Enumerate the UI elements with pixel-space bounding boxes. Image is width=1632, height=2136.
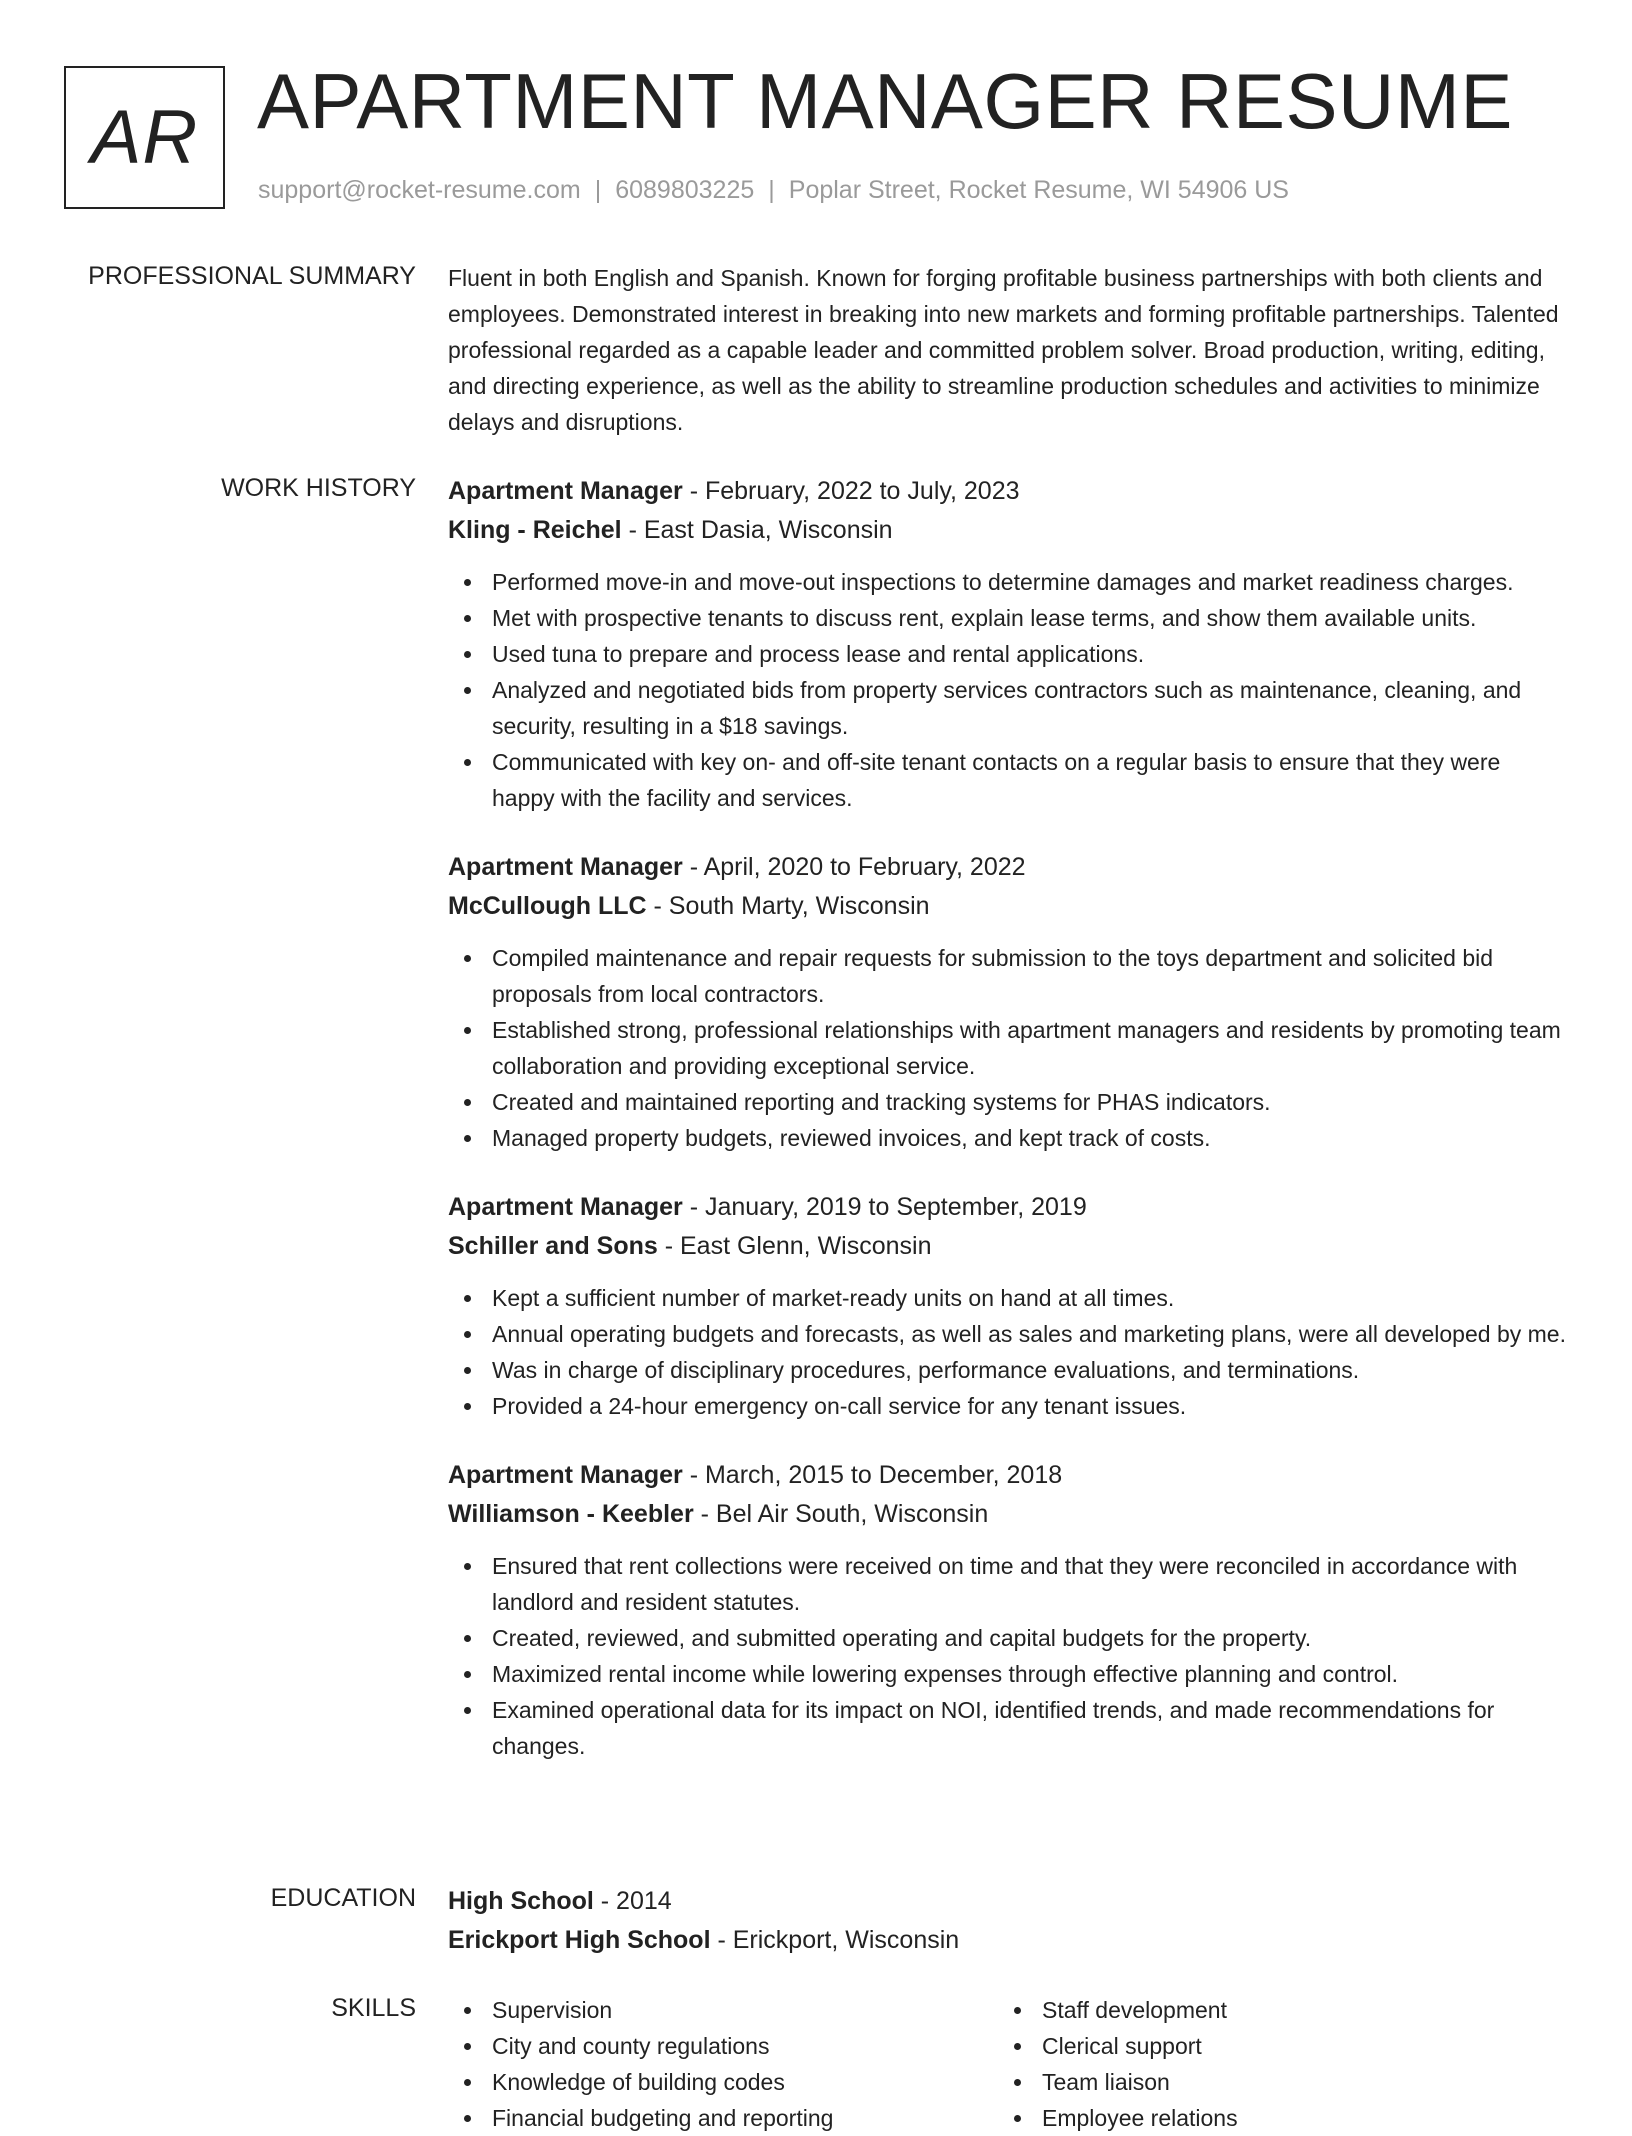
resume-title: APARTMENT MANAGER RESUME	[257, 57, 1513, 145]
job-bullet: Created, reviewed, and submitted operating and capital budgets for the property.	[448, 1620, 1568, 1656]
job-company: Schiller and Sons	[448, 1232, 658, 1260]
job-dates: - March, 2015 to December, 2018	[682, 1461, 1063, 1489]
education-body	[448, 1882, 1568, 1960]
job-dates: - April, 2020 to February, 2022	[682, 853, 1026, 881]
job-title-line	[448, 1456, 1568, 1495]
job-location: - South Marty, Wisconsin	[646, 892, 930, 920]
skills-column-right	[998, 1992, 1548, 2136]
job-entry	[448, 1188, 1568, 1424]
skill-item: Employee relations	[998, 2100, 1548, 2136]
skills-heading: SKILLS	[331, 1994, 416, 2022]
education-degree-line	[448, 1882, 1568, 1921]
job-bullets	[448, 1548, 1568, 1764]
job-company-line	[448, 887, 1568, 926]
job-bullet: Analyzed and negotiated bids from property services contractors such as maintenance, cleaning, and security, resulting in a $18 savings.	[448, 672, 1568, 744]
skill-item: Supervision	[448, 1992, 998, 2028]
job-bullet: Used tuna to prepare and process lease and rental applications.	[448, 636, 1568, 672]
job-bullet: Provided a 24-hour emergency on-call service for any tenant issues.	[448, 1388, 1568, 1424]
job-company: Williamson - Keebler	[448, 1500, 694, 1528]
job-company-line	[448, 1495, 1568, 1534]
skill-item: Clerical support	[998, 2028, 1548, 2064]
skills-columns	[448, 1992, 1568, 2136]
job-bullet: Communicated with key on- and off-site tenant contacts on a regular basis to ensure that they were happy with the facility and services.	[448, 744, 1568, 816]
contact-line	[258, 176, 1289, 205]
job-title: Apartment Manager	[448, 1193, 683, 1221]
job-title: Apartment Manager	[448, 853, 683, 881]
contact-separator: |	[594, 176, 602, 204]
job-bullet: Managed property budgets, reviewed invoices, and kept track of costs.	[448, 1120, 1568, 1156]
job-title-line	[448, 1188, 1568, 1227]
monogram-initials: AR	[90, 95, 199, 180]
job-title: Apartment Manager	[448, 1461, 683, 1489]
job-bullet: Performed move-in and move-out inspections to determine damages and market readiness charges.	[448, 564, 1568, 600]
skills-column-left	[448, 1992, 998, 2136]
skill-item: City and county regulations	[448, 2028, 998, 2064]
skill-item: Staff development	[998, 1992, 1548, 2028]
job-entry	[448, 472, 1568, 816]
job-bullet: Annual operating budgets and forecasts, as well as sales and marketing plans, were all developed by me.	[448, 1316, 1568, 1352]
contact-address: Poplar Street, Rocket Resume, WI 54906 US	[788, 176, 1289, 204]
work-history-heading: WORK HISTORY	[221, 474, 416, 502]
job-company-line	[448, 511, 1568, 550]
job-bullet: Ensured that rent collections were received on time and that they were reconciled in accordance with landlord and resident statutes.	[448, 1548, 1568, 1620]
job-bullet: Established strong, professional relationships with apartment managers and residents by promoting team collaboration and providing exceptional service.	[448, 1012, 1568, 1084]
skill-item: Team liaison	[998, 2064, 1548, 2100]
skill-item: Financial budgeting and reporting	[448, 2100, 998, 2136]
summary-heading: PROFESSIONAL SUMMARY	[88, 262, 416, 290]
education-degree: High School	[448, 1887, 594, 1915]
job-bullet: Created and maintained reporting and tracking systems for PHAS indicators.	[448, 1084, 1568, 1120]
contact-separator: |	[768, 176, 775, 204]
job-title-line	[448, 472, 1568, 511]
education-school-line	[448, 1921, 1568, 1960]
job-dates: - January, 2019 to September, 2019	[682, 1193, 1087, 1221]
work-history-body	[448, 472, 1568, 1796]
job-bullet: Met with prospective tenants to discuss rent, explain lease terms, and show them available units.	[448, 600, 1568, 636]
job-location: - East Glenn, Wisconsin	[657, 1232, 932, 1260]
summary-text: Fluent in both English and Spanish. Known for forging profitable business partnerships with both clients and employees. Demonstrated interest in breaking into new markets and forming profitable partnerships. Talented professional regarded as a capable leader and committed problem solver. Broad production, writing, editing, and directing experience, as well as the ability to streamline production schedules and activities to minimize delays and disruptions.	[448, 265, 1559, 435]
job-bullet: Maximized rental income while lowering expenses through effective planning and control.	[448, 1656, 1568, 1692]
monogram-box	[64, 66, 225, 209]
job-location: - Bel Air South, Wisconsin	[693, 1500, 989, 1528]
contact-email[interactable]: support@rocket-resume.com	[258, 176, 581, 204]
job-dates: - February, 2022 to July, 2023	[682, 477, 1020, 505]
job-bullets	[448, 564, 1568, 816]
education-location: - Erickport, Wisconsin	[710, 1926, 960, 1954]
education-heading: EDUCATION	[270, 1884, 416, 1912]
job-bullet: Compiled maintenance and repair requests for submission to the toys department and solicited bid proposals from local contractors.	[448, 940, 1568, 1012]
job-company: Kling - Reichel	[448, 516, 622, 544]
contact-phone[interactable]: 6089803225	[615, 176, 755, 204]
job-bullets	[448, 940, 1568, 1156]
job-title-line	[448, 848, 1568, 887]
job-title: Apartment Manager	[448, 477, 683, 505]
job-entry	[448, 1456, 1568, 1764]
skill-item: Knowledge of building codes	[448, 2064, 998, 2100]
skills-body	[448, 1992, 1568, 2136]
education-year: - 2014	[593, 1887, 672, 1915]
job-bullets	[448, 1280, 1568, 1424]
summary-body	[448, 260, 1568, 440]
job-bullet: Examined operational data for its impact on NOI, identified trends, and made recommendations for changes.	[448, 1692, 1568, 1764]
job-bullet: Was in charge of disciplinary procedures, performance evaluations, and terminations.	[448, 1352, 1568, 1388]
job-entry	[448, 848, 1568, 1156]
job-company: McCullough LLC	[448, 892, 647, 920]
job-location: - East Dasia, Wisconsin	[621, 516, 893, 544]
education-school: Erickport High School	[448, 1926, 711, 1954]
job-bullet: Kept a sufficient number of market-ready units on hand at all times.	[448, 1280, 1568, 1316]
job-company-line	[448, 1227, 1568, 1266]
